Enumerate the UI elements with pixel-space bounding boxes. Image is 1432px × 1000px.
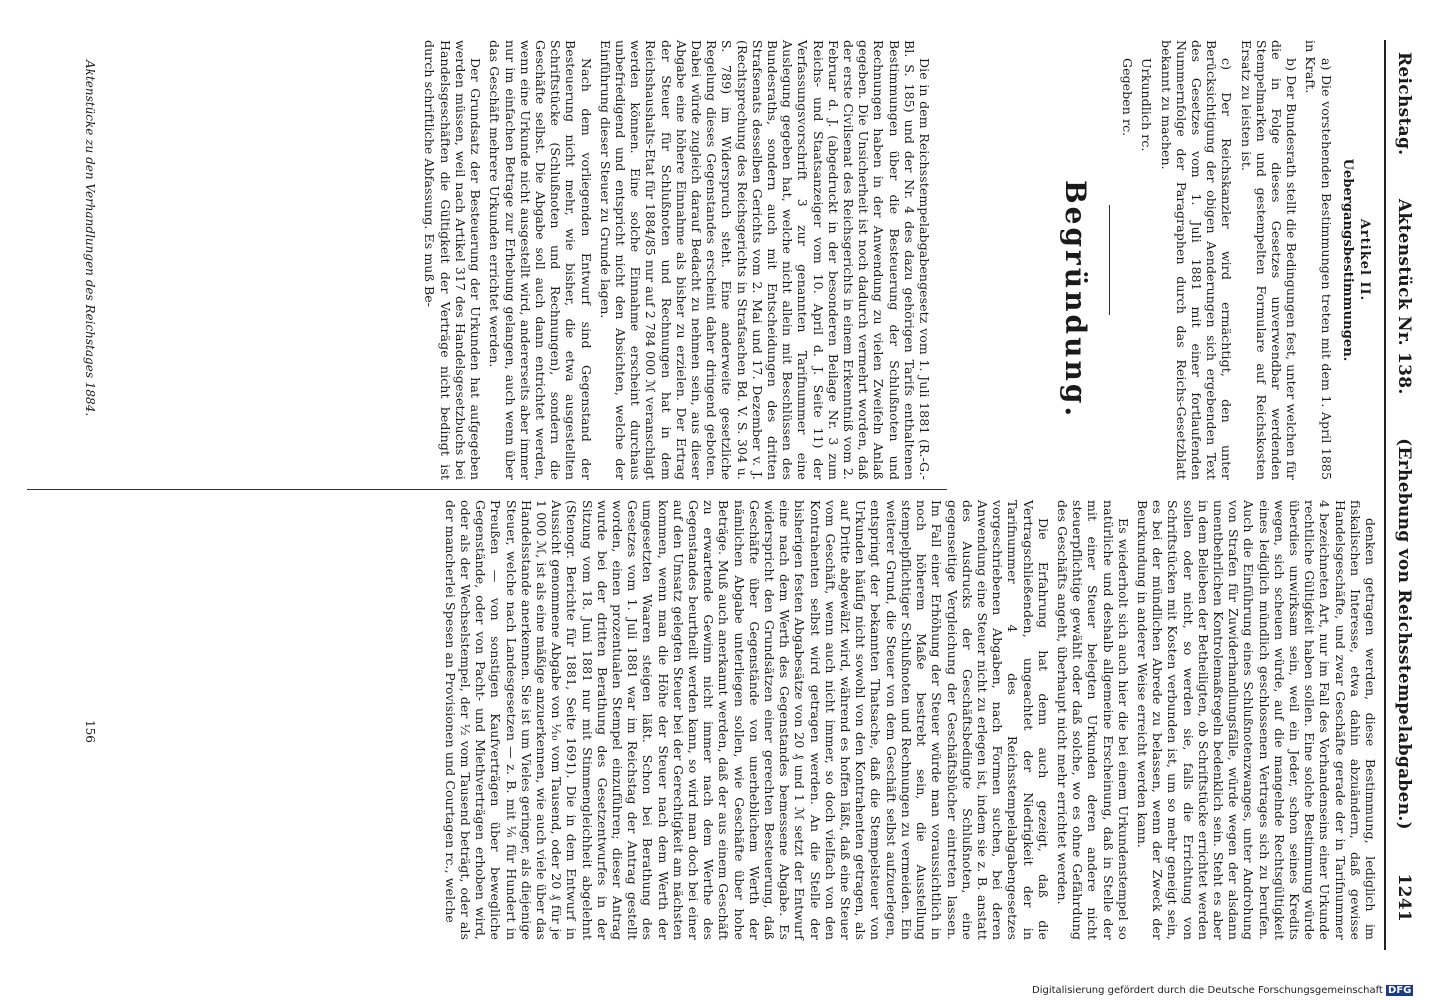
bottom-page-number: 156	[83, 720, 97, 743]
paragraph: denken getragen werden, diese Bestimmung, lediglich im fiskalischen Interesse, etwa dahin abzuändern, daß gewisse Handelsgeschäfte, und zwar Geschäfte gerade der in Tarifnummer 4 bezeichneten Art, nur im Fall des Vorhandenseins einer Urkunde rechtliche Gültigkeit haben sollen. Eine solche Bestimmung würde überdies unwirksam sein, weil ein Jeder, schon seines Kredits wegen, sich scheuen würde, auf die mangelnde Rechtsgültigkeit eines lediglich mündlich geschlossenen Vertrages sich zu berufen. Auch die Einführung eines Schlußnotenzwanges, unter Androhung von Strafen für Zuwiderhandlungsfälle, würde wegen der alsdann unentbehrlichen Kontrolemaßregeln bedenklich sein. Steht es aber in dem Belieben der Betheiligten, ob Schriftstücke errichtet werden sollen oder nicht, so werden sie, falls die Errichtung von Schriftstücken mit Kosten verbunden ist, um so mehr geneigt sein, es bei der mündlichen Abrede zu belassen, wenn der Zweck der Beurkundung in anderer Weise erreicht werden kann.	[1134, 500, 1378, 940]
left-column-body	[418, 40, 932, 480]
page-header	[1394, 52, 1414, 922]
dfg-logo: DFG	[1388, 985, 1412, 996]
digitization-note	[1032, 985, 1432, 996]
paragraph: Die Erfahrung hat denn auch gezeigt, daß die Vertragschließenden, ungeachtet der Niedrigkeit der in Tarifnummer 4 des Reichsstempelabgabengesetzes vorgeschriebenen Abgaben, nach Formen suchen, bei deren Anwendung eine Steuer nicht zu erlegen ist, indem sie z. B. anstatt des Ausdrucks der Geschäftsbedingte Schlußnoten, eine gegenseitige Vergleichung der Geschäftsbücher eintreten lassen. Im Fall einer Erhöhung der Steuer würde man voraussichtlich in noch höherem Maße bestrebt sein, die Ausstellung stempelpflichtiger Schlußnoten und Rechnungen zu vermeiden. Ein weiterer Grund, die Steuer von dem Geschäft selbst aufzuerlegen, entspringt der bekannten Thatsache, daß die Stempelsteuer von Urkunden häufig nicht sowohl von den Kontrahenten getragen, als auf Dritte abgewälzt wird, während es hoffen läßt, daß eine Steuer vom Geschäft, wenn auch nicht immer, so doch vielfach von den Kontrahenten selbst wird getragen werden. An die Stelle der bisherigen festen Abgabesätze von 20 ₰ und 1 ℳ setzt der Entwurf eine nach dem Werth des Gegenstandes bemessene Abgabe. Es widerspricht den Grundsätzen einer gerechten Besteuerung, daß Geschäfte über Gegenstände von unerheblichem Werth der nämlichen Abgabe unterliegen sollen, wie Geschäfte über hohe Beträge. Muß auch anerkannt werden, daß der aus einem Geschäft zu erwartende Gewinn nicht immer nach dem Werthe des Gegenstandes beurtheilt werden kann, so wird man doch bei einer auf den Umsatz gelegten Steuer bei der Gerechtigkeit am nächsten kommen, wenn man die Höhe der Steuer nach dem Werth der umgesetzten Waaren steigen läßt. Schon bei Berathung des Gesetzes vom 1. Juli 1881 war im Reichstag der Antrag gestellt worden, einen prozentualen Stempel einzuführen; dieser Antrag wurde bei der dritten Berathung des Gesetzentwurfes in der Sitzung vom 18. Juni 1881 nur mit Stimmengleichheit abgelehnt (Stenogr. Berichte für 1881, Seite 1691). Die in dem Entwurf in Aussicht genommene Abgabe von ⅒ vom Tausend, oder 20 ₰ für je 1 000 ℳ, ist als eine mäßige anzuerkennen, wie auch viele über das Handelsstande anerkennen. Sie ist um Vieles geringer, als diejenige Steuer, welche nach Landesgesetzen — z. B. mit ⅙ für Hundert in Preußen — von sonstigen Kaufverträgen über bewegliche Gegenstände, oder von Pacht- und Miethverträgen erhoben wird, oder als der Wechselstempel, der ½ vom Tausend beträgt, oder als der mancherlei Spesen an Provisionen und Courtagen rc., welche	[442, 500, 1051, 940]
header-page-number: 1241	[1394, 873, 1414, 922]
column-divider	[27, 489, 947, 490]
item-c: c) Der Reichskanzler wird ermächtigt, den unter Berücksichtigung der obigen Aenderungen sich ergebenden Text des Gesetzes vom 1. Juli 1881 mit einer fortlaufenden Nummernfolge der Paragraphen durch das Reichs-Gesetzblatt bekannt zu machen.	[1158, 40, 1235, 480]
closing-urkundlich: Urkundlich rc.	[1139, 58, 1155, 152]
closing-gegeben: Gegeben rc.	[1120, 58, 1136, 137]
paragraph: Die in dem Reichsstempelabgabengesetz vom 1. Juli 1881 (R.-G.-Bl. S. 185) und der Nr. 4 des dazu gehörigen Tarifs enthaltenen Bestimmungen über die Besteuerung der Schlußnoten und Rechnungen haben in der Anwendung zu vielen Zweifeln Anlaß gegeben. Die Unsicherheit ist noch dadurch vermehrt worden, daß der erste Civilsenat des Reichsgerichts in einem Erkenntniß vom 2. Februar d. J. (abgedruckt in der besonderen Beilage Nr. 3 zum Reichs- und Staatsanzeiger vom 10. April d. J. Seite 11) der Verfassungsvorschrift 3 zur genannten Tarifnummer eine Auslegung gegeben hat, welche nicht allein mit Beschlüssen des Bundesraths, sondern auch mit Entscheidungen des dritten Strafsenats desselben Gerichts vom 2. Mai und 17. Dezember v. J. (Rechtsprechung des Reichsgerichts in Strafsachen Bd. V. S. 304 u. S. 789) im Widerspruch steht. Eine anderweite gesetzliche Regelung dieses Gegenstandes erscheint daher dringend geboten. Dabei würde zugleich darauf Bedacht zu nehmen sein, aus dieser Abgabe eine höhere Einnahme als bisher zu erzielen. Der Ertrag der Steuer für Schlußnoten und Rechnungen hat in dem Reichshaushalts-Etat für 1884/85 nur auf 2 784 000 ℳ veranschlagt werden können. Eine solche Einnahme erscheint durchaus unbefriedigend und entspricht nicht den Absichten, welche der Einführung dieser Steuer zu Grunde lagen.	[597, 40, 932, 480]
item-b: b) Der Bundesrath stellt die Bedingungen fest, unter welchen für die in Folge dieses Gesetzes unverwendbar werdenden Stempelmarken und gestempelten Formulare auf Reichskosten Ersatz zu leisten ist.	[1238, 40, 1300, 480]
paragraph: Es wiederholt sich auch hier die bei einem Urkundenstempel so natürliche und deshalb allgemeine Erscheinung, daß in Stelle der mit einer Steuer belegten Urkunden deren andere nicht steuerpflichtige gewählt oder daß solche, wo es ohne Gefährdung des Geschäfts angeht, überhaupt nicht mehr errichtet werden.	[1054, 500, 1131, 940]
paragraph: Nach dem vorliegenden Entwurf sind Gegenstand der Besteuerung nicht mehr, wie bisher, die etwa ausgestellten Schriftstücke (Schlußnoten und Rechnungen), sondern die Geschäfte selbst. Die Abgabe soll auch dann entrichtet werden, wenn eine Urkunde nicht ausgestellt wird, andererseits aber immer nur im einfachen Betrage zur Erhebung gelangen, auch wenn über das Geschäft mehrere Urkunden errichtet werden.	[487, 40, 594, 480]
artikel-heading: Artikel II.	[1357, 218, 1372, 302]
left-column	[1103, 40, 1378, 480]
right-column	[439, 500, 1378, 940]
subheading: Uebergangsbestimmungen.	[1339, 158, 1355, 362]
section-divider	[1109, 205, 1110, 315]
header-middle: Aktenstück Nr. 138.	[1394, 198, 1414, 395]
header-rule	[1384, 40, 1386, 950]
item-a: a) Die vorstehenden Bestimmungen treten mit dem 1. April 1885 in Kraft.	[1303, 40, 1334, 480]
header-right-note: (Erhebung von Reichsstempelabgaben.)	[1394, 438, 1414, 830]
begruendung-heading: Begründung.	[1059, 180, 1092, 420]
digitization-text: Digitalisierung gefördert durch die Deutsche Forschungsgemeinschaft	[1032, 985, 1383, 996]
footnote: Aktenstücke zu den Verhandlungen des Reichstages 1884.	[83, 60, 97, 417]
paragraph: Der Grundsatz der Besteuerung der Urkunden hat aufgegeben werden müssen, weil nach Artikel 317 des Handelsgesetzbuchs bei Handelsgeschäften die Gültigkeit der Verträge nicht bedingt ist durch schriftliche Abfassung. Es muß Be-	[422, 40, 484, 480]
header-left: Reichstag.	[1394, 52, 1414, 156]
